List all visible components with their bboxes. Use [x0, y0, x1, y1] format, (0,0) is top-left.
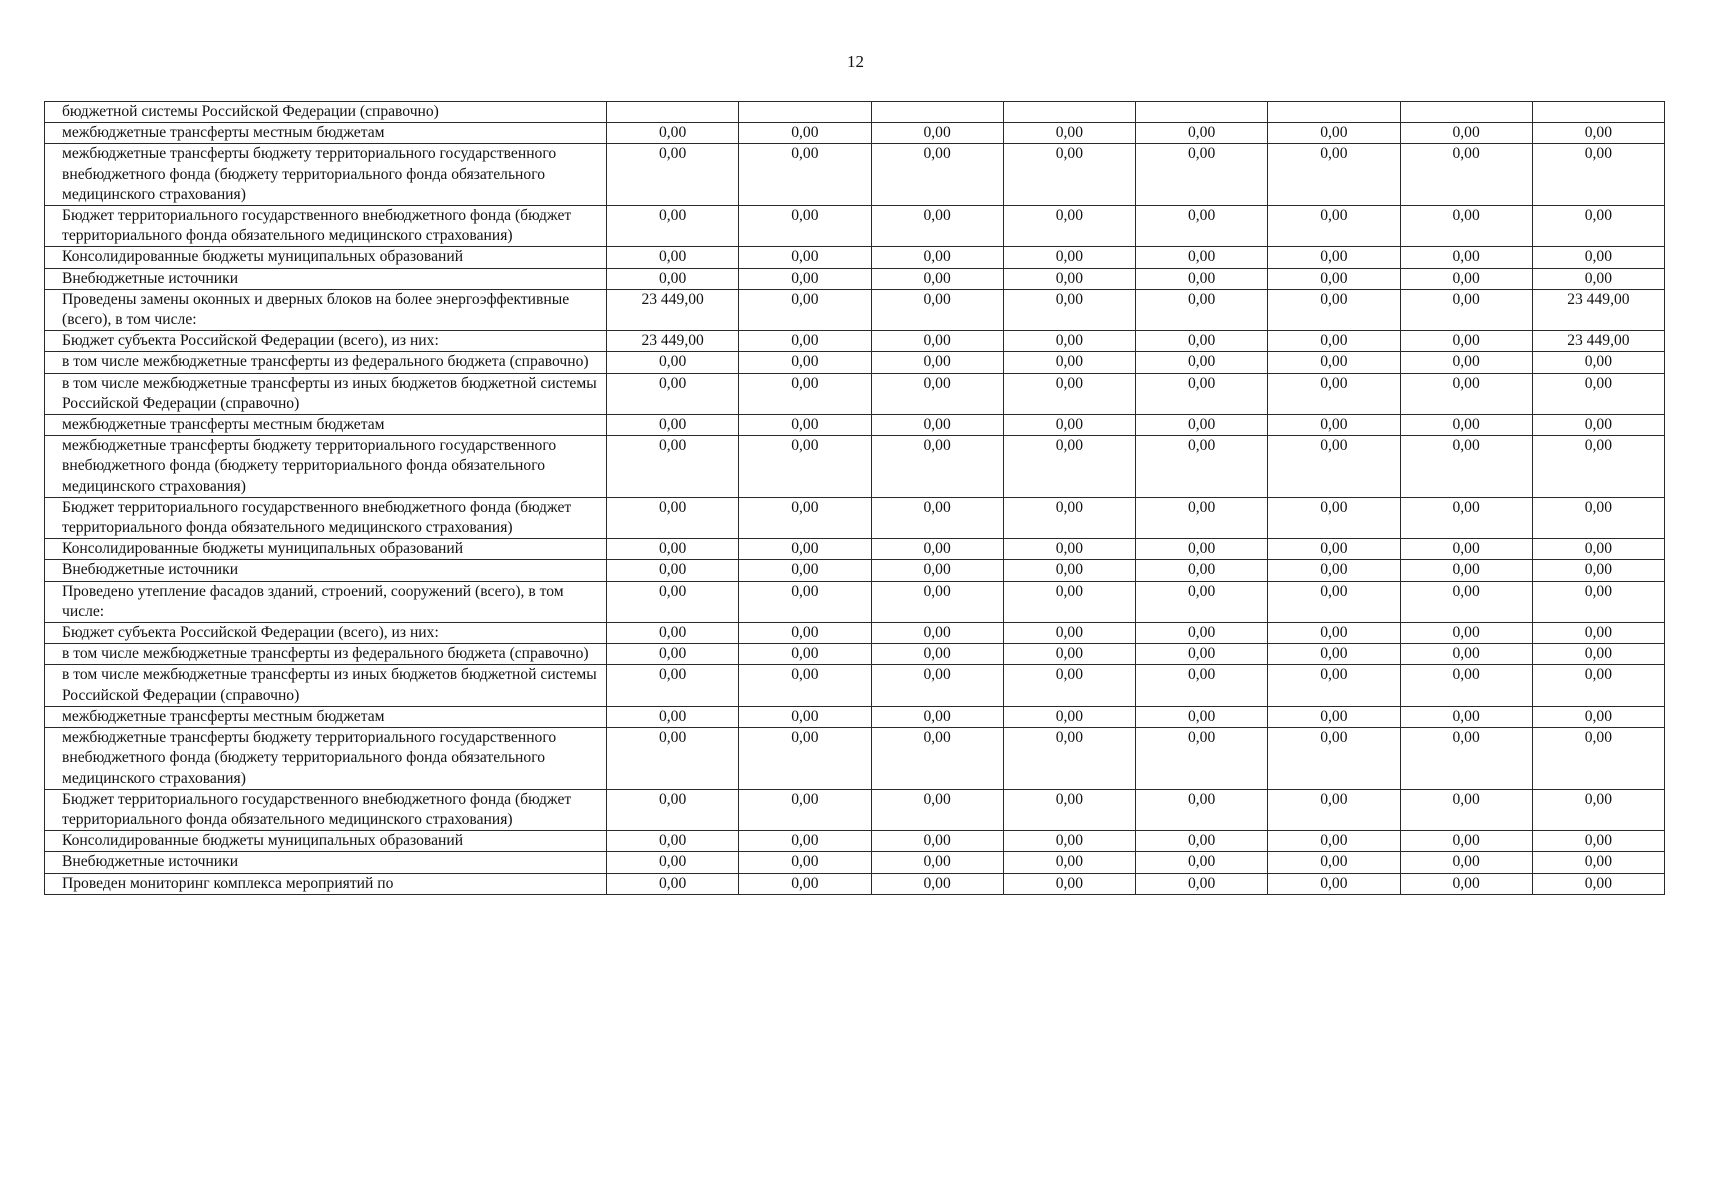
value-cell: 0,00 [607, 144, 739, 206]
value-cell: 0,00 [1400, 581, 1532, 622]
value-cell: 0,00 [1532, 373, 1664, 414]
table-row [45, 665, 1665, 706]
value-cell: 0,00 [1003, 415, 1135, 436]
value-cell: 0,00 [1400, 789, 1532, 830]
table-row [45, 436, 1665, 498]
value-cell: 0,00 [1268, 581, 1400, 622]
value-cell: 0,00 [1136, 289, 1268, 330]
value-cell: 0,00 [1268, 873, 1400, 894]
value-cell: 0,00 [1532, 123, 1664, 144]
value-cell: 0,00 [1400, 331, 1532, 352]
row-label: Внебюджетные источники [45, 560, 607, 581]
value-cell: 0,00 [1400, 728, 1532, 790]
value-cell: 0,00 [1400, 144, 1532, 206]
value-cell: 0,00 [1136, 560, 1268, 581]
value-cell: 0,00 [607, 852, 739, 873]
row-label: Внебюджетные источники [45, 852, 607, 873]
row-label: Консолидированные бюджеты муниципальных образований [45, 831, 607, 852]
row-label: Консолидированные бюджеты муниципальных образований [45, 539, 607, 560]
value-cell: 0,00 [1532, 623, 1664, 644]
value-cell: 0,00 [739, 728, 871, 790]
value-cell: 0,00 [1268, 831, 1400, 852]
value-cell: 0,00 [871, 873, 1003, 894]
value-cell: 0,00 [739, 144, 871, 206]
value-cell: 0,00 [739, 206, 871, 247]
value-cell: 0,00 [1532, 415, 1664, 436]
table-row [45, 123, 1665, 144]
value-cell: 0,00 [1268, 289, 1400, 330]
value-cell [739, 102, 871, 123]
value-cell: 0,00 [1003, 665, 1135, 706]
table-row [45, 144, 1665, 206]
value-cell: 0,00 [871, 497, 1003, 538]
row-label: Консолидированные бюджеты муниципальных образований [45, 247, 607, 268]
table-row [45, 623, 1665, 644]
value-cell: 0,00 [1003, 144, 1135, 206]
value-cell: 0,00 [1136, 247, 1268, 268]
value-cell: 0,00 [1003, 247, 1135, 268]
value-cell: 0,00 [1003, 560, 1135, 581]
value-cell [1532, 102, 1664, 123]
value-cell: 0,00 [1400, 268, 1532, 289]
value-cell: 0,00 [1268, 352, 1400, 373]
value-cell: 0,00 [1532, 644, 1664, 665]
value-cell: 0,00 [739, 831, 871, 852]
value-cell: 0,00 [1268, 123, 1400, 144]
value-cell: 0,00 [1532, 497, 1664, 538]
value-cell: 0,00 [1400, 373, 1532, 414]
value-cell: 0,00 [1003, 123, 1135, 144]
row-label: в том числе межбюджетные трансферты из иных бюджетов бюджетной системы Российской Федерации (справочно) [45, 665, 607, 706]
value-cell: 0,00 [607, 206, 739, 247]
value-cell: 0,00 [607, 123, 739, 144]
table-row [45, 331, 1665, 352]
value-cell: 0,00 [1268, 415, 1400, 436]
value-cell: 0,00 [607, 728, 739, 790]
value-cell [607, 102, 739, 123]
value-cell: 0,00 [607, 665, 739, 706]
value-cell: 0,00 [1136, 873, 1268, 894]
row-label: межбюджетные трансферты бюджету территориального государственного внебюджетного фонда (бюджету территориального фонда обязательного медицинского страхования) [45, 144, 607, 206]
table-row [45, 268, 1665, 289]
value-cell: 0,00 [1532, 560, 1664, 581]
budget-table [44, 101, 1665, 895]
value-cell: 0,00 [1003, 789, 1135, 830]
value-cell: 0,00 [1136, 728, 1268, 790]
value-cell: 0,00 [739, 352, 871, 373]
value-cell: 0,00 [1003, 644, 1135, 665]
value-cell: 0,00 [871, 560, 1003, 581]
value-cell: 0,00 [1400, 497, 1532, 538]
row-label: Проведены замены оконных и дверных блоков на более энергоэффективные (всего), в том числе: [45, 289, 607, 330]
value-cell: 0,00 [739, 623, 871, 644]
value-cell: 0,00 [871, 415, 1003, 436]
row-label: межбюджетные трансферты местным бюджетам [45, 415, 607, 436]
page-number: 12 [847, 52, 864, 71]
value-cell: 0,00 [1136, 831, 1268, 852]
value-cell: 0,00 [739, 373, 871, 414]
value-cell: 0,00 [1136, 373, 1268, 414]
value-cell: 0,00 [1003, 268, 1135, 289]
value-cell: 0,00 [1400, 665, 1532, 706]
value-cell: 0,00 [871, 831, 1003, 852]
value-cell: 0,00 [607, 623, 739, 644]
value-cell: 0,00 [871, 247, 1003, 268]
table-row [45, 102, 1665, 123]
value-cell: 0,00 [1532, 831, 1664, 852]
value-cell: 0,00 [1400, 539, 1532, 560]
value-cell: 0,00 [871, 789, 1003, 830]
table-row [45, 247, 1665, 268]
row-label: Бюджет территориального государственного внебюджетного фонда (бюджет территориального фонда обязательного медицинского страхования) [45, 789, 607, 830]
value-cell: 0,00 [1136, 539, 1268, 560]
value-cell: 0,00 [1268, 852, 1400, 873]
value-cell: 0,00 [739, 539, 871, 560]
value-cell: 0,00 [1268, 665, 1400, 706]
value-cell: 0,00 [871, 644, 1003, 665]
value-cell: 0,00 [739, 289, 871, 330]
row-label: Бюджет территориального государственного внебюджетного фонда (бюджет территориального фонда обязательного медицинского страхования) [45, 497, 607, 538]
table-body [45, 102, 1665, 895]
value-cell: 0,00 [739, 644, 871, 665]
table-row [45, 852, 1665, 873]
value-cell: 0,00 [1003, 623, 1135, 644]
value-cell: 0,00 [1532, 873, 1664, 894]
row-label: в том числе межбюджетные трансферты из иных бюджетов бюджетной системы Российской Федерации (справочно) [45, 373, 607, 414]
row-label: Проведен мониторинг комплекса мероприятий по [45, 873, 607, 894]
value-cell: 23 449,00 [1532, 331, 1664, 352]
value-cell: 0,00 [1268, 144, 1400, 206]
value-cell: 0,00 [739, 331, 871, 352]
value-cell: 0,00 [1136, 268, 1268, 289]
value-cell: 23 449,00 [607, 331, 739, 352]
value-cell: 0,00 [1136, 206, 1268, 247]
value-cell: 0,00 [1003, 852, 1135, 873]
value-cell: 0,00 [607, 873, 739, 894]
value-cell [1400, 102, 1532, 123]
value-cell: 0,00 [739, 268, 871, 289]
value-cell: 0,00 [1400, 852, 1532, 873]
value-cell: 0,00 [1268, 268, 1400, 289]
value-cell: 0,00 [607, 268, 739, 289]
table-row [45, 206, 1665, 247]
value-cell: 0,00 [739, 665, 871, 706]
value-cell: 0,00 [1003, 706, 1135, 727]
value-cell: 0,00 [871, 436, 1003, 498]
value-cell: 0,00 [1532, 789, 1664, 830]
value-cell: 0,00 [1268, 206, 1400, 247]
value-cell: 0,00 [1532, 352, 1664, 373]
value-cell: 0,00 [1003, 206, 1135, 247]
value-cell: 0,00 [871, 373, 1003, 414]
value-cell: 0,00 [607, 247, 739, 268]
row-label: в том числе межбюджетные трансферты из федерального бюджета (справочно) [45, 644, 607, 665]
value-cell: 0,00 [739, 852, 871, 873]
row-label: межбюджетные трансферты бюджету территориального государственного внебюджетного фонда (бюджету территориального фонда обязательного медицинского страхования) [45, 436, 607, 498]
value-cell: 0,00 [1136, 644, 1268, 665]
value-cell [1136, 102, 1268, 123]
value-cell: 0,00 [1400, 436, 1532, 498]
value-cell: 0,00 [1400, 289, 1532, 330]
value-cell [871, 102, 1003, 123]
value-cell: 0,00 [1400, 706, 1532, 727]
value-cell: 0,00 [1136, 352, 1268, 373]
value-cell: 0,00 [1268, 623, 1400, 644]
value-cell: 0,00 [607, 415, 739, 436]
value-cell [1003, 102, 1135, 123]
value-cell: 0,00 [871, 706, 1003, 727]
value-cell: 0,00 [871, 123, 1003, 144]
value-cell: 0,00 [607, 789, 739, 830]
value-cell: 0,00 [1532, 247, 1664, 268]
value-cell: 0,00 [871, 728, 1003, 790]
value-cell: 0,00 [607, 560, 739, 581]
row-label: Бюджет субъекта Российской Федерации (всего), из них: [45, 331, 607, 352]
row-label: Бюджет территориального государственного внебюджетного фонда (бюджет территориального фонда обязательного медицинского страхования) [45, 206, 607, 247]
value-cell: 0,00 [1136, 623, 1268, 644]
value-cell: 0,00 [1400, 873, 1532, 894]
value-cell: 0,00 [871, 331, 1003, 352]
value-cell: 0,00 [1003, 331, 1135, 352]
value-cell: 0,00 [739, 581, 871, 622]
value-cell: 0,00 [1400, 831, 1532, 852]
value-cell: 0,00 [1003, 581, 1135, 622]
value-cell: 0,00 [1136, 852, 1268, 873]
row-label: Внебюджетные источники [45, 268, 607, 289]
value-cell: 0,00 [607, 373, 739, 414]
value-cell: 0,00 [1532, 665, 1664, 706]
value-cell: 0,00 [1003, 352, 1135, 373]
value-cell: 0,00 [871, 623, 1003, 644]
table-row [45, 289, 1665, 330]
row-label: Бюджет субъекта Российской Федерации (всего), из них: [45, 623, 607, 644]
value-cell: 0,00 [739, 415, 871, 436]
value-cell: 0,00 [1268, 789, 1400, 830]
table-row [45, 560, 1665, 581]
value-cell: 0,00 [1003, 873, 1135, 894]
value-cell: 0,00 [739, 247, 871, 268]
value-cell: 0,00 [1532, 206, 1664, 247]
value-cell: 0,00 [1003, 728, 1135, 790]
value-cell: 0,00 [739, 560, 871, 581]
value-cell: 0,00 [1003, 436, 1135, 498]
row-label: бюджетной системы Российской Федерации (справочно) [45, 102, 607, 123]
value-cell: 0,00 [607, 436, 739, 498]
value-cell: 0,00 [871, 144, 1003, 206]
value-cell: 23 449,00 [1532, 289, 1664, 330]
value-cell: 0,00 [739, 706, 871, 727]
table-row [45, 873, 1665, 894]
value-cell: 0,00 [871, 268, 1003, 289]
value-cell: 0,00 [739, 123, 871, 144]
value-cell: 0,00 [1400, 415, 1532, 436]
value-cell: 0,00 [607, 581, 739, 622]
value-cell: 0,00 [739, 789, 871, 830]
value-cell: 0,00 [1136, 497, 1268, 538]
value-cell: 0,00 [1532, 268, 1664, 289]
value-cell [1268, 102, 1400, 123]
table-row [45, 373, 1665, 414]
value-cell: 0,00 [1268, 436, 1400, 498]
value-cell: 0,00 [1400, 623, 1532, 644]
value-cell: 0,00 [607, 352, 739, 373]
value-cell: 0,00 [1268, 247, 1400, 268]
value-cell: 0,00 [1003, 831, 1135, 852]
value-cell: 0,00 [1136, 436, 1268, 498]
table-row [45, 831, 1665, 852]
table-row [45, 644, 1665, 665]
value-cell: 0,00 [1268, 373, 1400, 414]
value-cell: 0,00 [1532, 144, 1664, 206]
row-label: в том числе межбюджетные трансферты из федерального бюджета (справочно) [45, 352, 607, 373]
value-cell: 0,00 [871, 352, 1003, 373]
table-row [45, 581, 1665, 622]
table-row [45, 497, 1665, 538]
value-cell: 0,00 [871, 289, 1003, 330]
value-cell: 0,00 [1268, 560, 1400, 581]
value-cell: 0,00 [1136, 706, 1268, 727]
value-cell: 0,00 [1400, 247, 1532, 268]
table-row [45, 728, 1665, 790]
value-cell: 0,00 [871, 665, 1003, 706]
value-cell: 0,00 [1400, 560, 1532, 581]
value-cell: 0,00 [1003, 539, 1135, 560]
value-cell: 0,00 [1532, 728, 1664, 790]
table-row [45, 539, 1665, 560]
value-cell: 0,00 [1136, 581, 1268, 622]
value-cell: 0,00 [607, 497, 739, 538]
value-cell: 0,00 [739, 497, 871, 538]
value-cell: 0,00 [1400, 352, 1532, 373]
row-label: межбюджетные трансферты местным бюджетам [45, 123, 607, 144]
value-cell: 0,00 [1136, 331, 1268, 352]
value-cell: 0,00 [1136, 123, 1268, 144]
value-cell: 0,00 [1400, 206, 1532, 247]
value-cell: 0,00 [1136, 144, 1268, 206]
row-label: Проведено утепление фасадов зданий, строений, сооружений (всего), в том числе: [45, 581, 607, 622]
value-cell: 0,00 [1136, 665, 1268, 706]
value-cell: 0,00 [1268, 539, 1400, 560]
value-cell: 0,00 [1003, 289, 1135, 330]
value-cell: 0,00 [1003, 373, 1135, 414]
value-cell: 23 449,00 [607, 289, 739, 330]
value-cell: 0,00 [1268, 728, 1400, 790]
value-cell: 0,00 [1532, 539, 1664, 560]
value-cell: 0,00 [1136, 415, 1268, 436]
value-cell: 0,00 [607, 644, 739, 665]
value-cell: 0,00 [1268, 497, 1400, 538]
value-cell: 0,00 [739, 873, 871, 894]
value-cell: 0,00 [1003, 497, 1135, 538]
value-cell: 0,00 [739, 436, 871, 498]
value-cell: 0,00 [1268, 706, 1400, 727]
row-label: межбюджетные трансферты местным бюджетам [45, 706, 607, 727]
value-cell: 0,00 [1532, 706, 1664, 727]
table-row [45, 789, 1665, 830]
value-cell: 0,00 [871, 206, 1003, 247]
value-cell: 0,00 [1268, 644, 1400, 665]
row-label: межбюджетные трансферты бюджету территориального государственного внебюджетного фонда (бюджету территориального фонда обязательного медицинского страхования) [45, 728, 607, 790]
table-row [45, 706, 1665, 727]
value-cell: 0,00 [1532, 852, 1664, 873]
value-cell: 0,00 [1400, 644, 1532, 665]
value-cell: 0,00 [1400, 123, 1532, 144]
value-cell: 0,00 [1532, 436, 1664, 498]
value-cell: 0,00 [871, 852, 1003, 873]
value-cell: 0,00 [607, 831, 739, 852]
value-cell: 0,00 [607, 706, 739, 727]
value-cell: 0,00 [871, 539, 1003, 560]
value-cell: 0,00 [1136, 789, 1268, 830]
value-cell: 0,00 [607, 539, 739, 560]
table-row [45, 352, 1665, 373]
table-row [45, 415, 1665, 436]
value-cell: 0,00 [1532, 581, 1664, 622]
value-cell: 0,00 [871, 581, 1003, 622]
value-cell: 0,00 [1268, 331, 1400, 352]
